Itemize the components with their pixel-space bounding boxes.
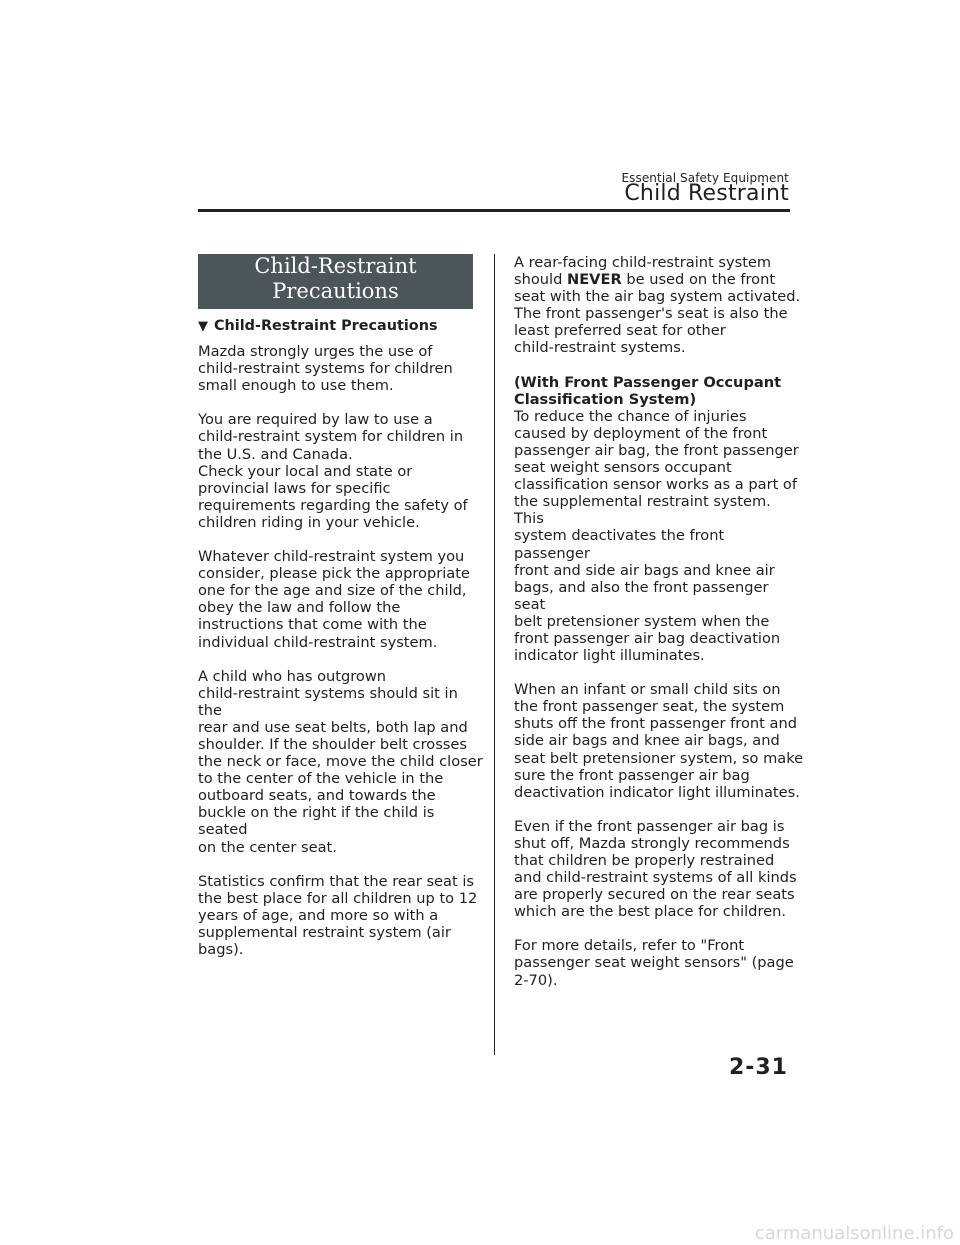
subheading-text: Child-Restraint Precautions	[214, 318, 438, 334]
paragraph: For more details, refer to "Front passenger seat weight sensors" (page 2-70).	[514, 937, 794, 989]
section-title: Child Restraint	[624, 181, 789, 206]
column-divider	[494, 254, 495, 1055]
header-rule	[198, 209, 790, 212]
watermark: carmanualsonline.info	[754, 1223, 954, 1244]
triangle-down-icon: ▼	[198, 319, 208, 334]
paragraph: When an infant or small child sits on the front passenger seat, the system shuts off the front passenger front and side air bags and knee air bags, and seat belt pretensioner system, so make sure the front passenger air bag deactivation indicator light illuminates.	[514, 681, 804, 801]
section-heading-line2: Precautions	[272, 279, 399, 303]
right-column	[514, 254, 804, 1006]
never-paragraph	[514, 254, 804, 357]
never-text-after: be used on the front seat with the air bag system activated. The front passenger's seat is also the least preferred seat for other child-restraint systems.	[514, 271, 801, 357]
paragraph: Whatever child-restraint system you consider, please pick the appropriate one for the age and size of the child, obey the law and follow the instructions that come with the individual child-restraint system.	[198, 548, 470, 651]
subheading	[198, 318, 483, 335]
page-number: 2-31	[728, 1055, 788, 1080]
chapter-title: Essential Safety Equipment	[621, 171, 789, 185]
left-column	[198, 254, 483, 975]
never-text-before: A rear-facing child-restraint system should	[514, 254, 772, 289]
never-emphasis: NEVER	[567, 271, 622, 289]
occupant-classification-text: To reduce the chance of injuries caused by deployment of the front passenger air bag, the front passenger seat weight sensors occupant classification sensor works as a part of the supplemental restraint system. This system deactivates the front passenger front and side air bags and knee air bags, and also the front passenger seat belt pretensioner system when the front passenger air bag deactivation indicator light illuminates.	[514, 407, 799, 665]
paragraph: Even if the front passenger air bag is shut off, Mazda strongly recommends that children be properly restrained and child-restraint systems of all kinds are properly secured on the rear seats which are the best place for children.	[514, 817, 797, 921]
section-heading-box	[198, 254, 473, 309]
paragraph: Mazda strongly urges the use of child-restraint systems for children small enough to use them.	[198, 343, 453, 395]
paragraph: You are required by law to use a child-restraint system for children in the U.S. and Canada. Check your local and state or provincial laws for specific requirements regarding the safety of children riding in your vehicle.	[198, 411, 468, 531]
paragraph: A child who has outgrown child-restraint systems should sit in the rear and use seat belts, both lap and shoulder. If the shoulder belt crosses the neck or face, move the child closer to the center of the vehicle in the outboard seats, and towards the buckle on the right if the child is seated on the center seat.	[198, 667, 483, 856]
paragraph: Statistics confirm that the rear seat is the best place for all children up to 12 years of age, and more so with a supplemental restraint system (air bags).	[198, 872, 478, 958]
occupant-classification-heading: (With Front Passenger Occupant Classification System)	[514, 373, 782, 408]
section-heading-line1: Child-Restraint	[254, 254, 417, 278]
